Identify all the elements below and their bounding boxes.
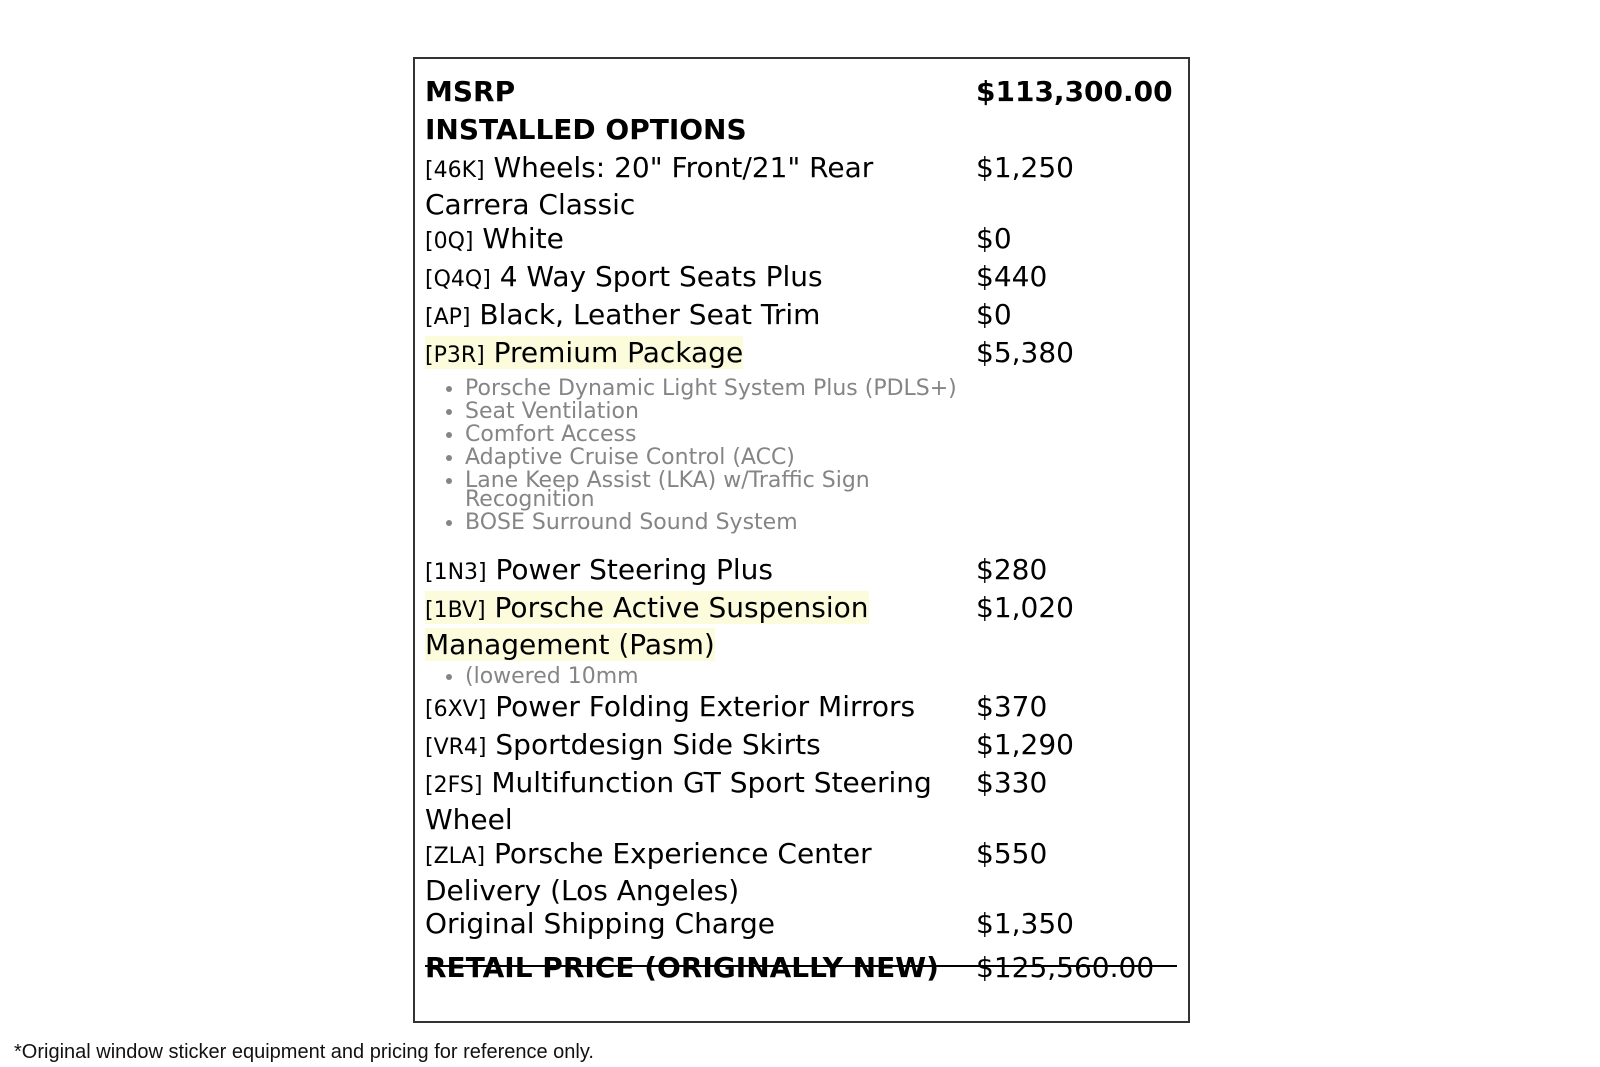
option-name: Wheels: 20" Front/21" Rear Carrera Classic [425, 151, 874, 221]
retail-label: RETAIL PRICE (ORIGINALLY NEW) [425, 951, 939, 984]
pasm-items [415, 664, 965, 690]
option-name: Premium Package [493, 336, 744, 369]
option-name: Power Folding Exterior Mirrors [495, 690, 916, 723]
package-item: • Lane Keep Assist (LKA) w/Traffic Sign Recognition [465, 471, 965, 509]
retail-price: $125,560.00 [976, 951, 1155, 984]
option-code: [VR4] [425, 735, 487, 760]
option-price: $370 [976, 690, 1048, 723]
option-label [425, 690, 950, 727]
option-label [425, 766, 950, 837]
option-highlight [425, 591, 869, 661]
option-name: Power Steering Plus [495, 553, 774, 586]
option-label [425, 260, 950, 297]
option-code: [1N3] [425, 560, 487, 585]
option-label [425, 553, 950, 590]
option-highlight [425, 336, 743, 369]
msrp-price: $113,300.00 [976, 75, 1173, 108]
package-item: • Porsche Dynamic Light System Plus (PDLS+) [465, 379, 965, 398]
option-label [425, 151, 950, 222]
option-name: Sportdesign Side Skirts [495, 728, 821, 761]
option-label [425, 298, 950, 335]
option-price: $1,250 [976, 151, 1074, 184]
option-name: White [482, 222, 564, 255]
option-name: Multifunction GT Sport Steering Wheel [425, 766, 932, 836]
option-price: $5,380 [976, 336, 1074, 369]
package-item: • Seat Ventilation [465, 402, 965, 421]
option-code: [AP] [425, 305, 471, 330]
option-price: $280 [976, 553, 1048, 586]
msrp-label: MSRP [425, 75, 516, 108]
option-price: $550 [976, 837, 1048, 870]
footnote: *Original window sticker equipment and pricing for reference only. [14, 1041, 594, 1063]
option-price: $1,020 [976, 591, 1074, 624]
package-item: • (lowered 10mm [465, 667, 965, 686]
option-code: [6XV] [425, 697, 487, 722]
installed-options-heading: INSTALLED OPTIONS [425, 113, 747, 146]
option-price: $0 [976, 222, 1012, 255]
option-price: $440 [976, 260, 1048, 293]
option-code: [46K] [425, 158, 485, 183]
premium-package-items [415, 376, 965, 536]
shipping-label: Original Shipping Charge [425, 907, 775, 940]
option-code: [P3R] [425, 343, 485, 368]
option-price: $0 [976, 298, 1012, 331]
shipping-price: $1,350 [976, 907, 1074, 940]
option-code: [2FS] [425, 773, 483, 798]
option-label [425, 591, 950, 662]
option-name: Porsche Active Suspension Management (Pasm) [425, 591, 869, 661]
option-price: $1,290 [976, 728, 1074, 761]
option-code: [0Q] [425, 229, 474, 254]
option-label [425, 222, 950, 259]
package-item: • Comfort Access [465, 425, 965, 444]
option-name: 4 Way Sport Seats Plus [499, 260, 823, 293]
option-code: [1BV] [425, 598, 486, 623]
option-code: [ZLA] [425, 844, 486, 869]
package-item: • Adaptive Cruise Control (ACC) [465, 448, 965, 467]
option-label [425, 837, 950, 908]
option-label [425, 728, 950, 765]
option-name: Black, Leather Seat Trim [479, 298, 821, 331]
option-name: Porsche Experience Center Delivery (Los Angeles) [425, 837, 872, 907]
option-price: $330 [976, 766, 1048, 799]
option-code: [Q4Q] [425, 267, 491, 292]
window-sticker [413, 57, 1190, 1023]
option-label [425, 336, 950, 373]
package-item: • BOSE Surround Sound System [465, 513, 965, 532]
